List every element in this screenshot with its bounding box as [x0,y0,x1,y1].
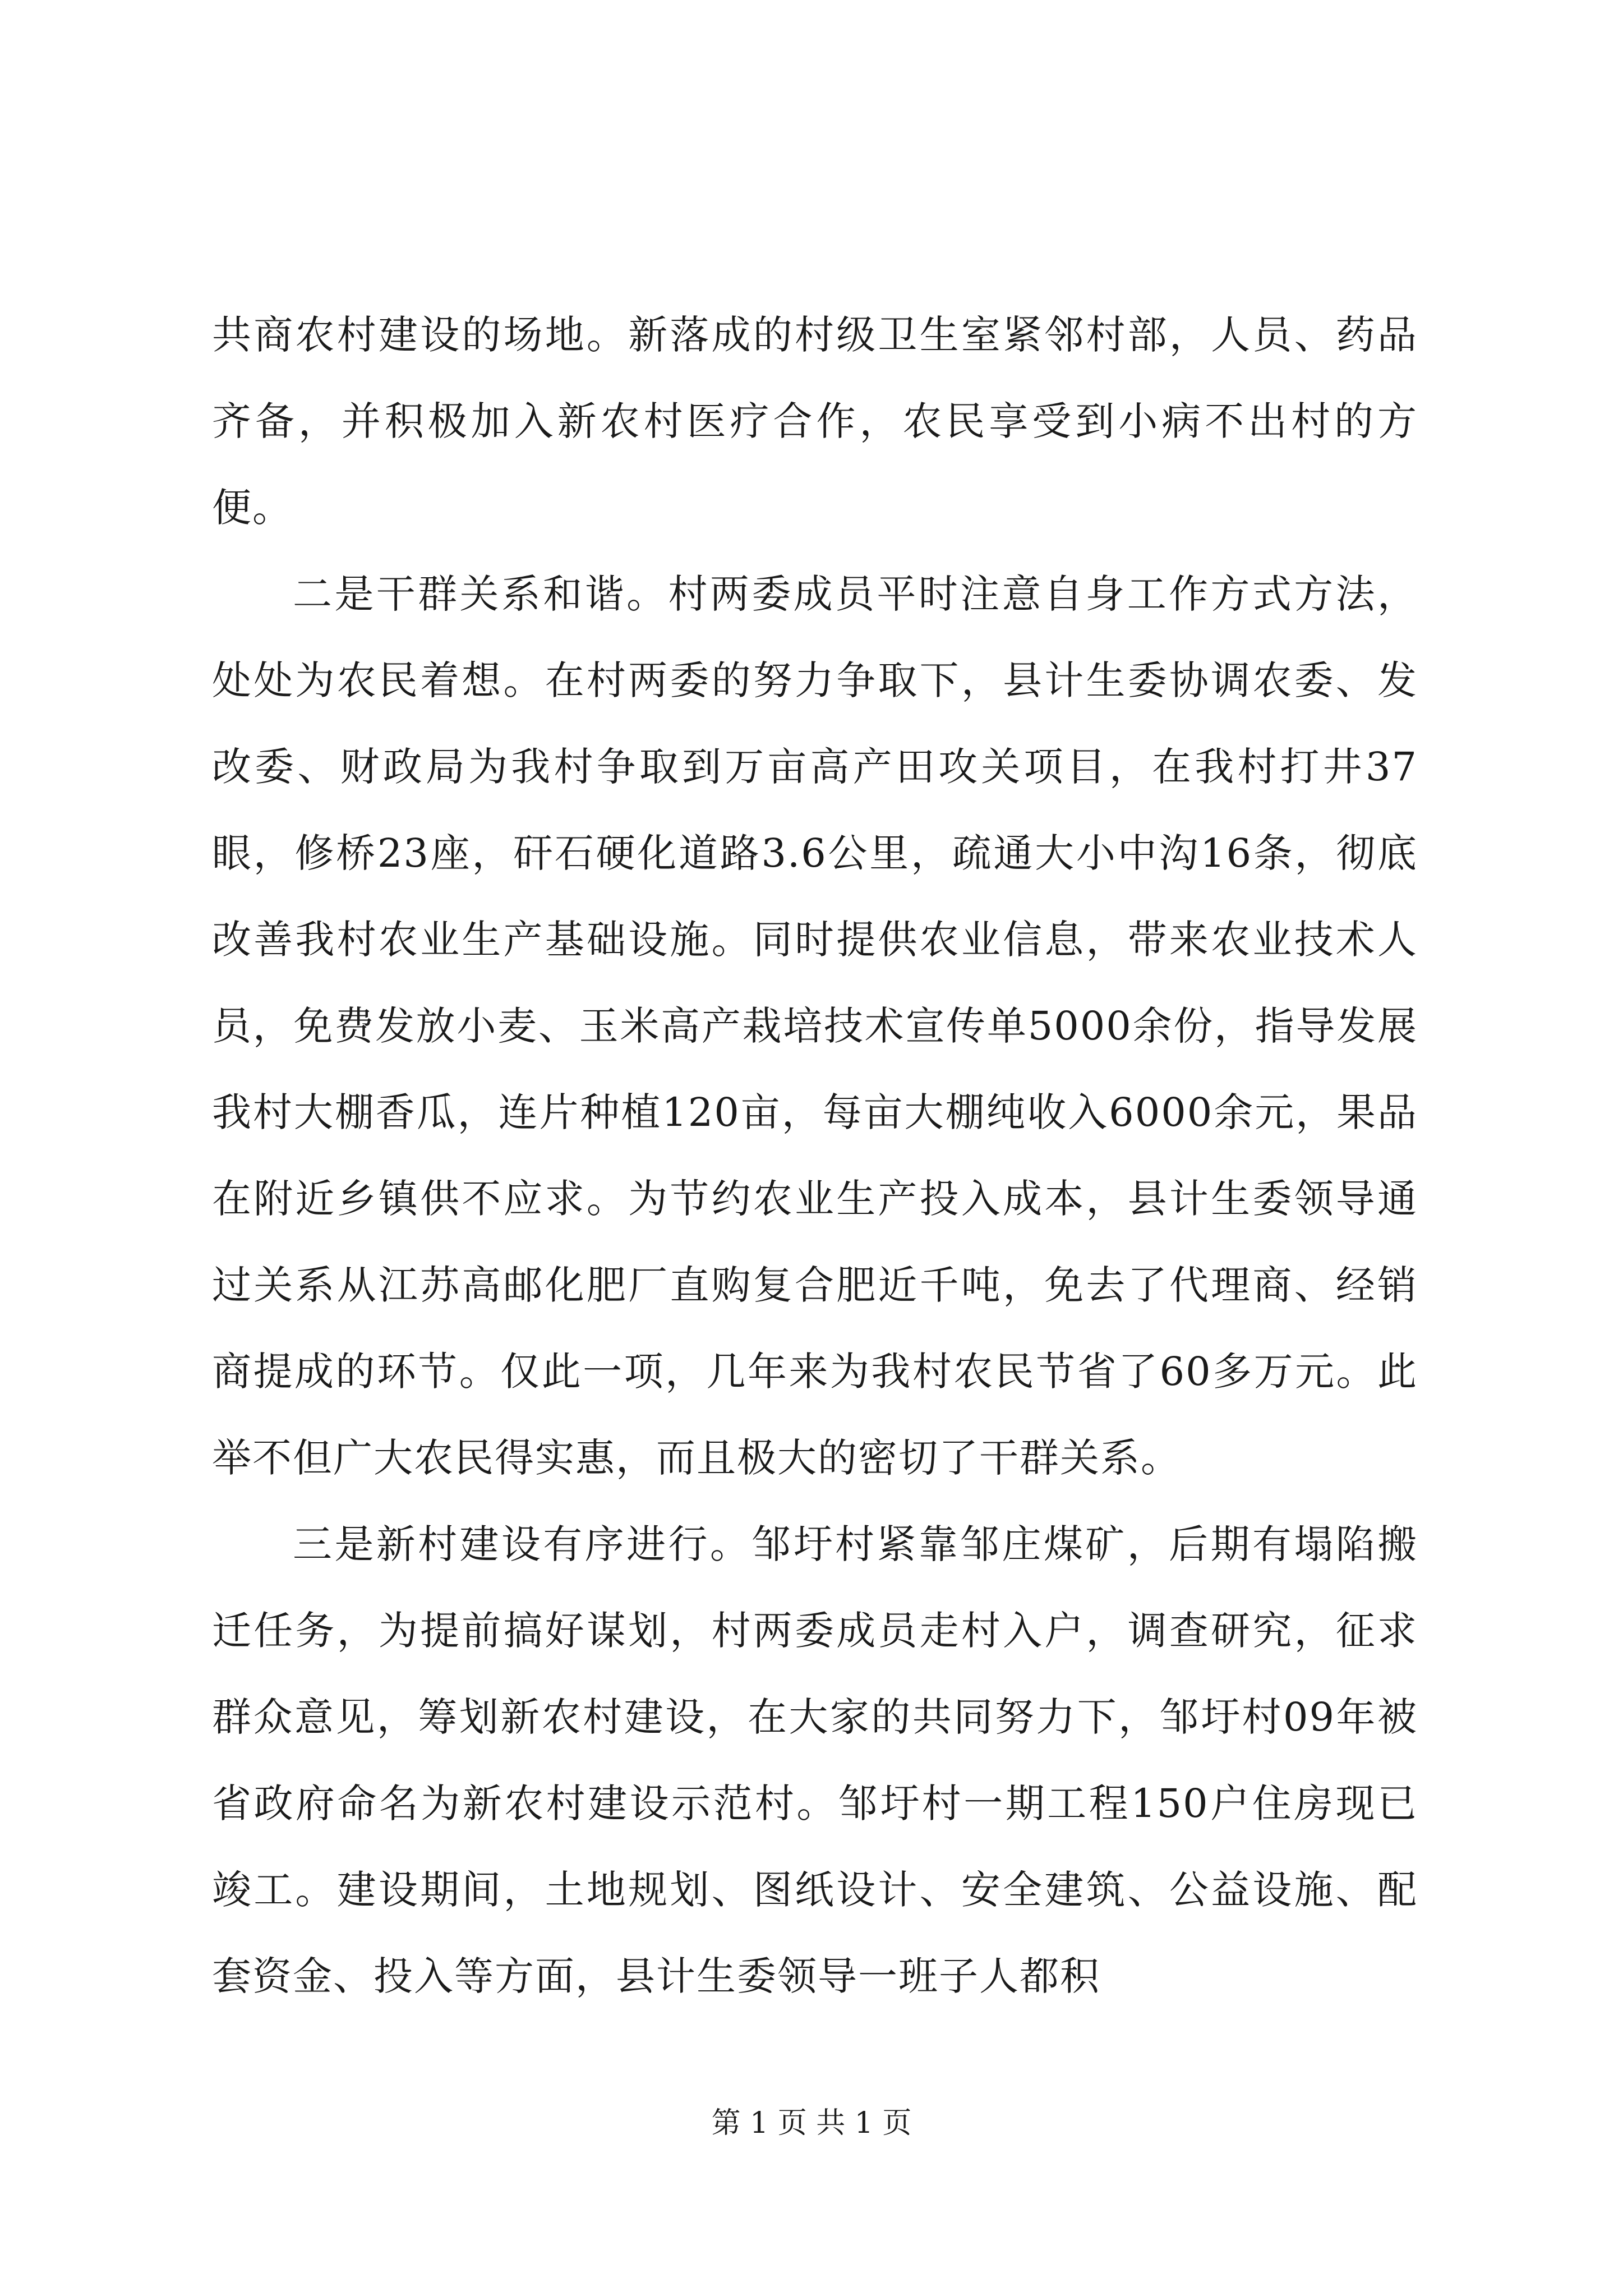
paragraph-2: 二是干群关系和谐。村两委成员平时注意自身工作方式方法，处处为农民着想。在村两委的努力争取下，县计生委协调农委、发改委、财政局为我村争取到万亩高产田攻关项目，在我村打井37眼，修桥23座，矸石硬化道路3.6公里，疏通大小中沟16条，彻底改善我村农业生产基础设施。同时提供农业信息，带来农业技术人员，免费发放小麦、玉米高产栽培技术宣传单5000余份，指导发展我村大棚香瓜，连片种植120亩，每亩大棚纯收入6000余元，果品在附近乡镇供不应求。为节约农业生产投入成本，县计生委领导通过关系从江苏高邮化肥厂直购复合肥近千吨，免去了代理商、经销商提成的环节。仅此一项，几年来为我村农民节省了60多万元。此举不但广大农民得实惠，而且极大的密切了干群关系。 [212,571,1418,1481]
document-body [212,292,1418,2019]
page-footer: 第 1 页 共 1 页 [711,2106,912,2140]
paragraph-3: 三是新村建设有序进行。邹圩村紧靠邹庄煤矿，后期有塌陷搬迁任务，为提前搞好谋划，村两委成员走村入户，调查研究，征求群众意见，筹划新农村建设，在大家的共同努力下，邹圩村09年被省政府命名为新农村建设示范村。邹圩村一期工程150户住房现已竣工。建设期间，土地规划、图纸设计、安全建筑、公益设施、配套资金、投入等方面，县计生委领导一班子人都积 [212,1521,1418,1999]
paragraph-1: 共商农村建设的场地。新落成的村级卫生室紧邻村部，人员、药品齐备，并积极加入新农村医疗合作，农民享受到小病不出村的方便。 [212,312,1418,531]
